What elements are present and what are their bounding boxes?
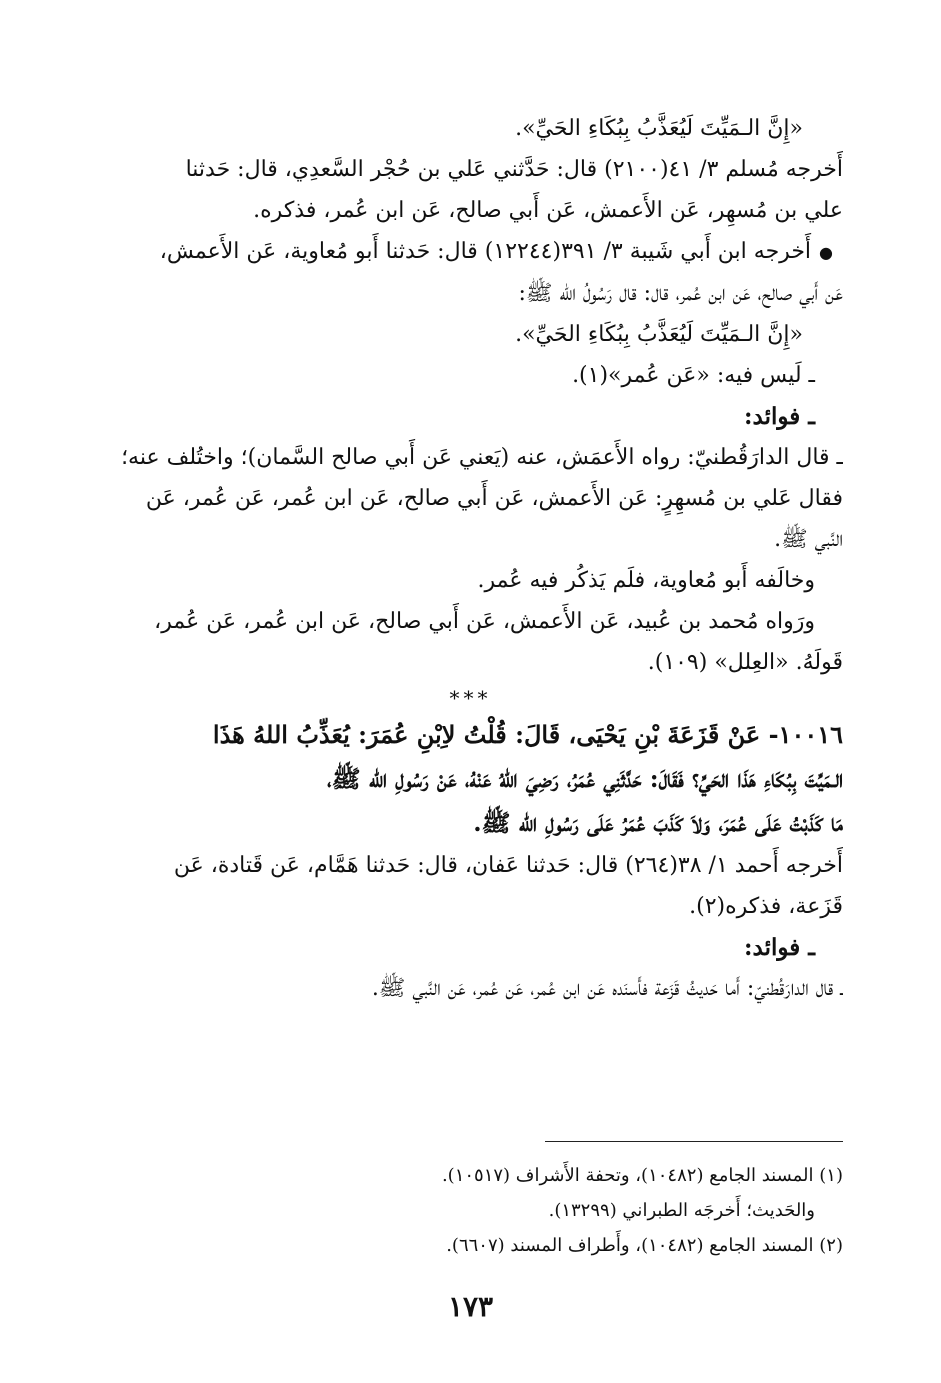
takhrij-text: أَخرجه ابن أَبي شَيبة ٣/ ٣٩١(١٢٢٤٤) قال: حَدثنا أَبو مُعاوية، عَن الأَعمش،: [159, 239, 812, 264]
fawaid-line: ورَواه مُحمد بن عُبيد، عَن الأَعمش، عَن أَبي صالح، عَن ابن عُمر، عَن عُمر،: [154, 609, 815, 634]
fawaid-line: قَولَهُ. «العِلل» (١٠٩).: [647, 650, 843, 675]
footnotes: [98, 1158, 843, 1263]
fawaid-heading: ـ فوائد:: [744, 403, 815, 430]
main-text: [98, 108, 843, 1009]
bullet-icon: ●: [819, 243, 833, 262]
takhrij-line: قَزَعة، فذكره(٢).: [689, 894, 843, 919]
takhrij-bullet-line: [98, 231, 843, 273]
takhrij-line: عَن أَبي صالح، عَن ابن عُمر، قال: قال رَسُولُ الله ﷺ:: [518, 281, 843, 306]
fawaid-line: ـ قال الدارَقُطنيّ: أَما حَديثُ قَزَعة فأَسنَده عَن ابن عُمر، عَن عُمر، عَن النَّبي ﷺ.: [371, 976, 843, 1001]
takhrij-line: أَخرجه أَحمد ١/ ٣٨(٢٦٤) قال: حَدثنا عَفان، قال: حَدثنا هَمَّام، عَن قَتادة، عَن: [173, 853, 843, 878]
note-line: ـ لَيس فيه: «عَن عُمر»(١).: [572, 363, 815, 388]
takhrij-line: علي بن مُسهِر، عَن الأَعمش، عَن أَبي صالح، عَن ابن عُمر، فذكره.: [253, 198, 843, 223]
section-separator: ***: [449, 686, 492, 710]
fawaid-line: النَّبي ﷺ.: [774, 527, 843, 552]
hadith-line: ١٠٠١٦- عَنْ قَزَعَةَ بْنِ يَحْيَى، قَالَ: قُلْتُ لاِبْنِ عُمَرَ: يُعَذِّبُ اللهُ هَذَا: [212, 720, 843, 749]
hadith-line: مَا كَذَبْتُ عَلَى عُمَرَ، وَلاَ كَذَبَ عُمَرُ عَلَى رَسُولِ الله ﷺ.: [473, 808, 843, 837]
hadith-quote: «إِنَّ الـمَيِّتَ لَيُعَذَّبُ بِبُكَاءِ الحَيِّ».: [515, 116, 803, 141]
page-number: ١٧٣: [447, 1290, 494, 1323]
hadith-line: الـمَيِّتَ بِبُكَاءِ هَذَا الحَيِّ؟ فَقَالَ: حَدَّثَنِي عُمَرُ، رَضِيَ اللهُ عَنْهُ، عَنْ رَسُولِ الله ﷺ،: [327, 764, 843, 793]
footnote-2: (٢) المسند الجامع (١٠٤٨٢)، وأَطراف المسند (٦٦٠٧).: [446, 1235, 843, 1256]
fawaid-line: ـ قال الدارَقُطنيّ: رواه الأَعمَش، عنه (يَعني عَن أَبي صالح السَّمان)؛ واختُلف عنه؛: [121, 445, 843, 470]
footnote-1-continuation: والحَديث؛ أَخرجَه الطبراني (١٣٢٩٩).: [548, 1200, 815, 1221]
takhrij-line: أَخرجه مُسلم ٣/ ٤١(٢١٠٠) قال: حَدَّثني عَلي بن حُجْر السَّعدِي، قال: حَدثنا: [185, 157, 843, 182]
footnote-1: (١) المسند الجامع (١٠٤٨٢)، وتحفة الأَشراف (١٠٥١٧).: [441, 1165, 843, 1186]
fawaid-line: فقال عَلي بن مُسهِرٍ: عَن الأَعمش، عَن أَبي صالح، عَن ابن عُمر، عَن عُمر، عَن: [145, 486, 843, 511]
fawaid-line: وخالَفه أَبو مُعاوية، فلَم يَذكُر فيه عُمر.: [477, 568, 815, 593]
hadith-quote: «إِنَّ الـمَيِّتَ لَيُعَذَّبُ بِبُكَاءِ الحَيِّ».: [515, 322, 803, 347]
fawaid-heading: ـ فوائد:: [744, 934, 815, 961]
footnote-divider: [545, 1141, 843, 1142]
